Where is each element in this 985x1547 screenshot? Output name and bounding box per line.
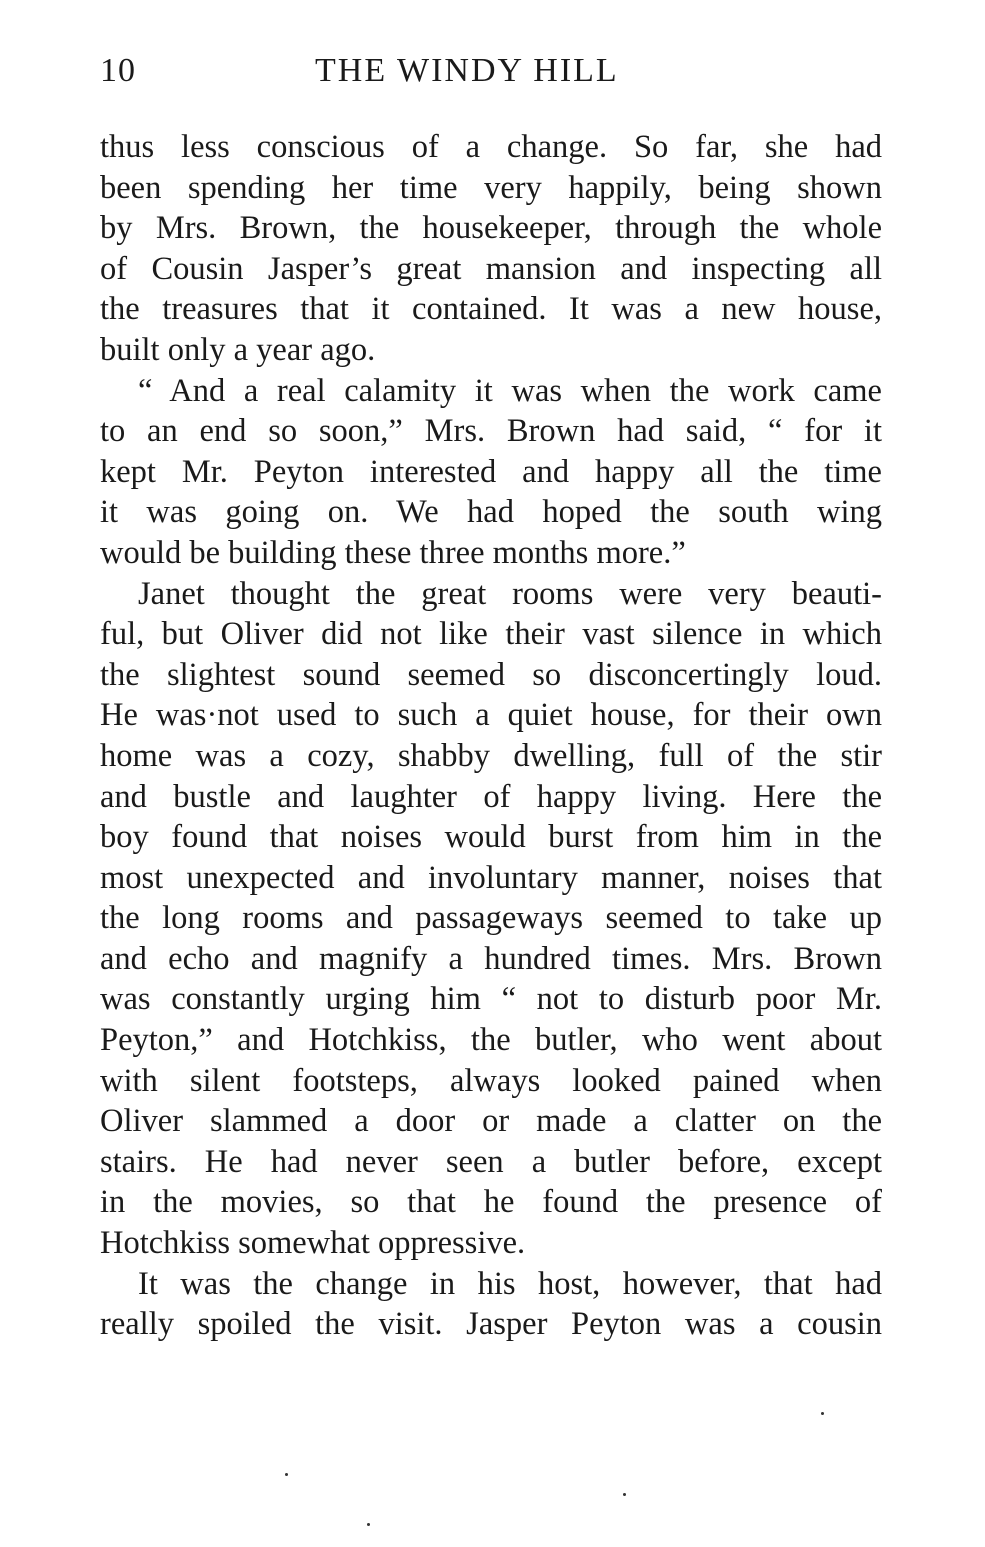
running-title: THE WINDY HILL bbox=[315, 52, 619, 89]
text-line: Oliver slammed a door or made a clatter on the bbox=[100, 1103, 882, 1140]
text-line: “ And a real calamity it was when the work came bbox=[138, 372, 882, 409]
text-line: in the movies, so that he found the presence of bbox=[100, 1184, 882, 1221]
text-line: Janet thought the great rooms were very beauti- bbox=[138, 575, 882, 612]
print-speck bbox=[367, 1523, 370, 1526]
text-line: thus less conscious of a change. So far, she had bbox=[100, 129, 882, 165]
text-line: and echo and magnify a hundred times. Mrs. Brown bbox=[100, 940, 882, 977]
text-line: most unexpected and involuntary manner, noises that bbox=[100, 859, 882, 896]
print-speck bbox=[285, 1473, 288, 1476]
text-line: built only a year ago. bbox=[100, 331, 376, 368]
text-line: the treasures that it contained. It was a new house, bbox=[100, 291, 882, 328]
text-line: the long rooms and passageways seemed to take up bbox=[100, 900, 882, 937]
text-line: to an end so soon,” Mrs. Brown had said, “ for it bbox=[100, 413, 882, 450]
text-line: stairs. He had never seen a butler before, except bbox=[100, 1143, 882, 1180]
text-line: with silent footsteps, always looked pained when bbox=[100, 1062, 882, 1099]
text-line: kept Mr. Peyton interested and happy all the time bbox=[100, 453, 882, 490]
text-line: home was a cozy, shabby dwelling, full of the stir bbox=[100, 737, 882, 774]
body-text bbox=[100, 127, 882, 1345]
page-header bbox=[100, 52, 880, 102]
text-line: by Mrs. Brown, the housekeeper, through the whole bbox=[100, 210, 882, 247]
text-line: ful, but Oliver did not like their vast silence in which bbox=[100, 616, 882, 653]
text-line: it was going on. We had hoped the south wing bbox=[100, 494, 882, 531]
text-line: Hotchkiss somewhat oppressive. bbox=[100, 1225, 526, 1262]
text-line: the slightest sound seemed so disconcertingly loud. bbox=[100, 656, 882, 693]
text-line: and bustle and laughter of happy living. Here the bbox=[100, 778, 882, 815]
print-speck bbox=[821, 1412, 824, 1415]
page-number: 10 bbox=[100, 52, 136, 89]
text-line: It was the change in his host, however, that had bbox=[138, 1265, 882, 1302]
text-line: been spending her time very happily, being shown bbox=[100, 169, 882, 206]
text-line: really spoiled the visit. Jasper Peyton was a cousin bbox=[100, 1306, 882, 1343]
text-line: was constantly urging him “ not to disturb poor Mr. bbox=[100, 981, 882, 1018]
text-line: Peyton,” and Hotchkiss, the butler, who went about bbox=[100, 1022, 882, 1059]
print-speck bbox=[623, 1493, 626, 1496]
text-line: boy found that noises would burst from him in the bbox=[100, 819, 882, 856]
text-line: would be building these three months more.” bbox=[100, 534, 686, 571]
text-line: He was·not used to such a quiet house, for their own bbox=[100, 697, 882, 734]
text-line: of Cousin Jasper’s great mansion and inspecting all bbox=[100, 250, 882, 287]
